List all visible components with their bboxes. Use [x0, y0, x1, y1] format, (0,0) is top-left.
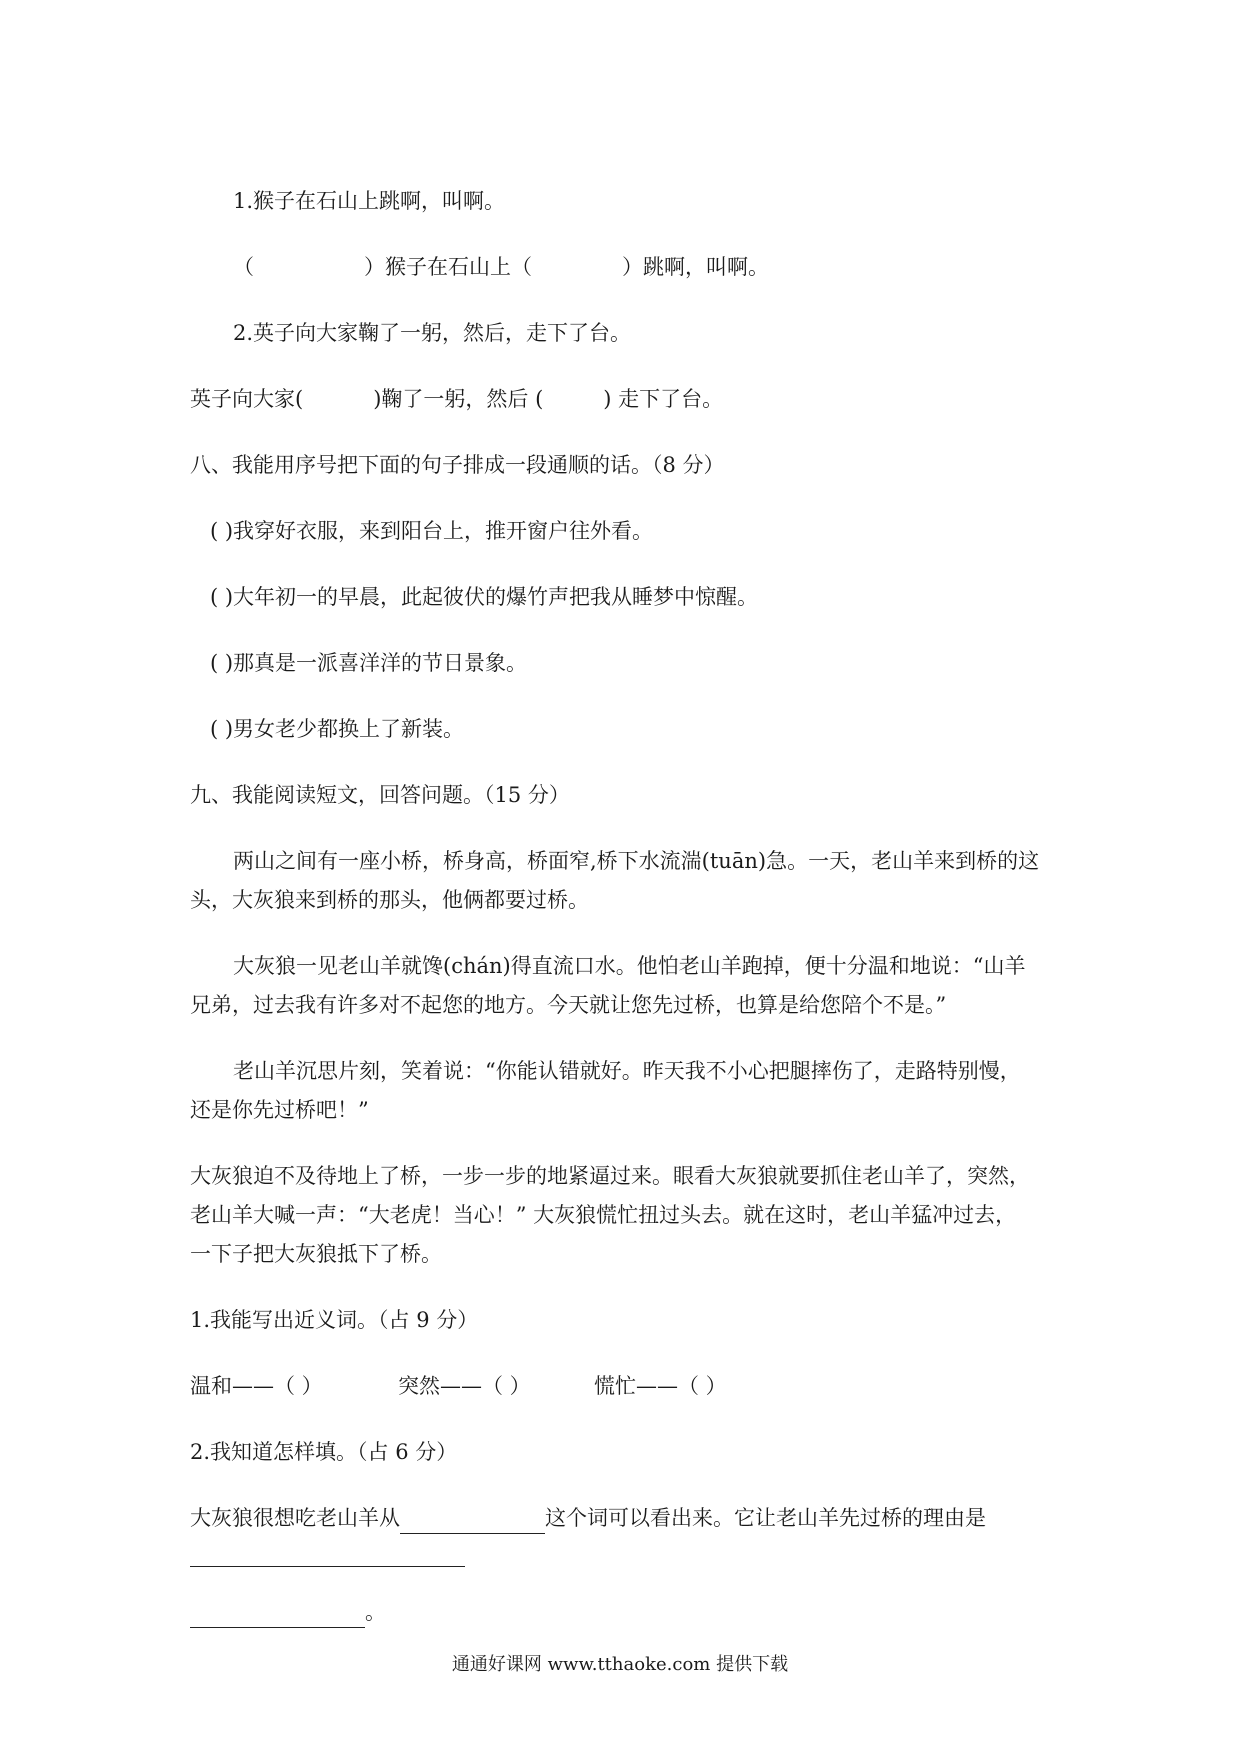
q8-title: 八、我能用序号把下面的句子排成一段通顺的话。（8 分） — [190, 453, 725, 477]
q9-passage-p3-line1: 老山羊沉思片刻，笑着说：“你能认错就好。昨天我不小心把腿摔伤了，走路特别慢， — [233, 1059, 1021, 1083]
q7-s1-part2: ）猴子在石山上（ — [364, 255, 532, 279]
q9-passage-p4-line3: 一下子把大灰狼抵下了桥。 — [190, 1242, 442, 1266]
q7-s1-part1: （ — [233, 255, 254, 279]
q8-item-1: ( )我穿好衣服，来到阳台上，推开窗户往外看。 — [210, 519, 654, 543]
q8-item-2: ( )大年初一的早晨，此起彼伏的爆竹声把我从睡梦中惊醒。 — [210, 585, 759, 609]
q9-passage-p1-line2: 头，大灰狼来到桥的那头，他俩都要过桥。 — [190, 888, 589, 912]
q9-title: 九、我能阅读短文，回答问题。（15 分） — [190, 783, 570, 807]
q7-s1-part3: ）跳啊，叫啊。 — [622, 255, 769, 279]
q9-sub2-blank-1[interactable] — [400, 1511, 545, 1534]
page-footer: 通通好课网 www.tthaoke.com 提供下载 — [451, 1654, 789, 1675]
q9-sub2-text-a: 大灰狼很想吃老山羊从 — [190, 1506, 400, 1530]
q9-passage-p2-line2: 兄弟，过去我有许多对不起您的地方。今天就让您先过桥，也算是给您陪个不是。” — [190, 993, 947, 1017]
q9-sub2-line — [190, 1502, 986, 1534]
q9-passage-p4-line2: 老山羊大喊一声：“大老虎！当心！” 大灰狼慌忙扭过头去。就在这时，老山羊猛冲过去， — [190, 1203, 1017, 1227]
q8-item-3: ( )那真是一派喜洋洋的节日景象。 — [210, 651, 528, 675]
q9-passage-p2-line1: 大灰狼一见老山羊就馋(chán)得直流口水。他怕老山羊跑掉，便十分温和地说：“山羊 — [233, 954, 1026, 978]
q9-sub2-blank-2[interactable] — [190, 1566, 465, 1567]
q9-sub2-end: 。 — [365, 1600, 386, 1624]
q7-s2-part1: 英子向大家( — [190, 387, 304, 411]
q9-sub1-item-3: 慌忙——（ ） — [594, 1374, 727, 1398]
q7-sentence-1: 1.猴子在石山上跳啊，叫啊。 — [233, 189, 506, 213]
q7-s2-part3: ) 走下了台。 — [603, 387, 724, 411]
q9-passage-p1-line1: 两山之间有一座小桥，桥身高，桥面窄,桥下水流湍(tuān)急。一天，老山羊来到桥的这 — [233, 849, 1040, 873]
q9-sub1-item-1: 温和——（ ） — [190, 1374, 323, 1398]
q9-sub2-text-b: 这个词可以看出来。它让老山羊先过桥的理由是 — [545, 1506, 986, 1530]
q8-item-4: ( )男女老少都换上了新装。 — [210, 717, 465, 741]
q7-sentence-2: 2.英子向大家鞠了一躬，然后，走下了台。 — [233, 321, 632, 345]
q9-sub2-end-line — [190, 1596, 386, 1628]
q9-sub2-blank-3[interactable] — [190, 1605, 365, 1628]
q9-passage-p3-line2: 还是你先过桥吧！” — [190, 1098, 369, 1122]
q9-passage-p4-line1: 大灰狼迫不及待地上了桥，一步一步的地紧逼过来。眼看大灰狼就要抓住老山羊了，突然， — [190, 1164, 1030, 1188]
q9-sub2-title: 2.我知道怎样填。（占 6 分） — [190, 1440, 458, 1464]
q7-s2-part2: )鞠了一躬，然后 ( — [373, 387, 544, 411]
q7-sentence-1-fill — [233, 251, 769, 283]
q9-sub1-item-2: 突然——（ ） — [398, 1374, 531, 1398]
q9-sub1-title: 1.我能写出近义词。（占 9 分） — [190, 1308, 479, 1332]
q7-sentence-2-fill — [190, 383, 723, 415]
